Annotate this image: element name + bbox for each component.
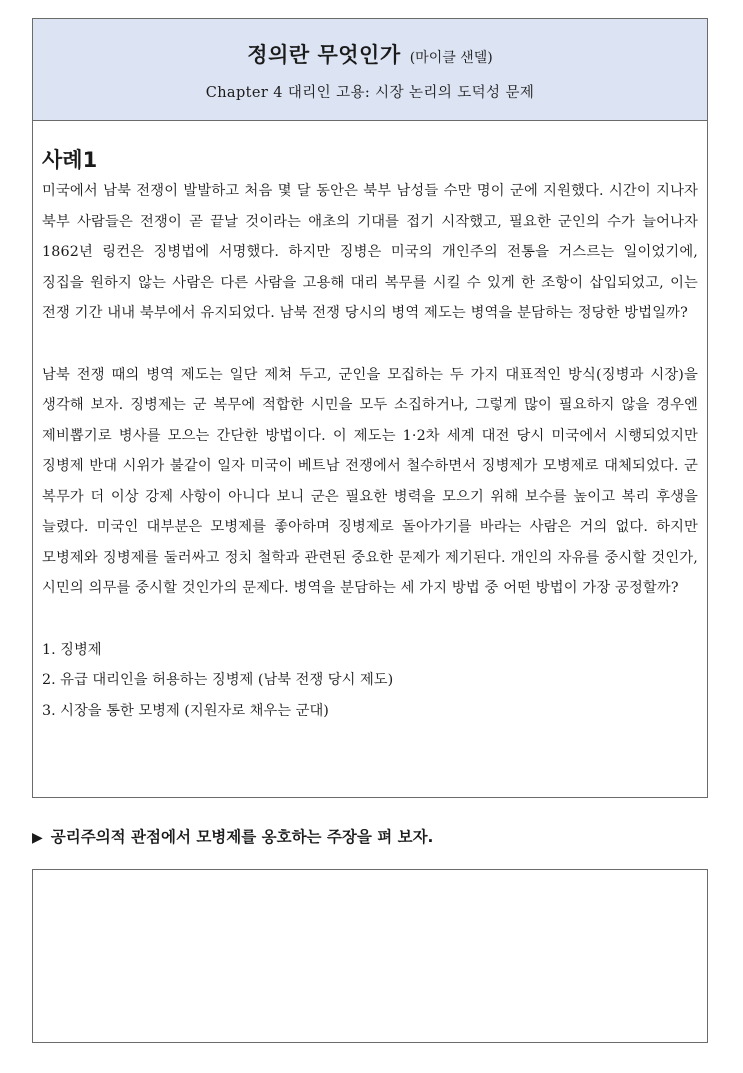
question-prompt bbox=[32, 824, 712, 851]
case-paragraph-2: 남북 전쟁 때의 병역 제도는 일단 제쳐 두고, 군인을 모집하는 두 가지 대표적인 방식(징병과 시장)을 생각해 보자. 징병제는 군 복무에 적합한 시민을 모두 소집하거나, 그렇게 많이 필요하지 않을 경우엔 제비뽑기로 병사를 모으는 간단한 방법이다. 이 제도는 1·2차 세계 대전 당시 미국에서 시행되었지만 징병제 반대 시위가 불같이 일자 미국이 베트남 전쟁에서 철수하면서 징병제가 모병제로 대체되었다. 군 복무가 더 이상 강제 사항이 아니다 보니 군은 필요한 병력을 모으기 위해 보수를 높이고 복리 후생을 늘렸다. 미국인 대부분은 모병제를 좋아하며 징병제로 돌아가기를 바라는 사람은 거의 없다. 하지만 모병제와 징병제를 둘러싸고 정치 철학과 관련된 중요한 문제가 제기된다. 개인의 자유를 중시할 것인가, 시민의 의무를 중시할 것인가의 문제다. 병역을 분담하는 세 가지 방법 중 어떤 방법이 가장 공정할까? bbox=[42, 366, 698, 596]
option-item: 3. 시장을 통한 모병제 (지원자로 채우는 군대) bbox=[42, 702, 329, 719]
option-item: 2. 유급 대리인을 허용하는 징병제 (남북 전쟁 당시 제도) bbox=[42, 672, 394, 688]
option-item: 1. 징병제 bbox=[42, 641, 102, 658]
triangle-bullet-icon: ▶ bbox=[32, 830, 43, 846]
author-label: (마이클 샌델) bbox=[409, 50, 493, 66]
case-paragraph-1: 미국에서 남북 전쟁이 발발하고 처음 몇 달 동안은 북부 남성들 수만 명이 군에 지원했다. 시간이 지나자 북부 사람들은 전쟁이 곧 끝날 것이라는 애초의 기대를 접기 시작했고, 필요한 군인의 수가 늘어나자 1862년 링컨은 징병법에 서명했다. 하지만 징병은 미국의 개인주의 전통을 거스르는 일이었기에, 징집을 원하지 않는 사람은 다른 사람을 고용해 대리 복무를 시킬 수 있게 한 조항이 삽입되었고, 이는 전쟁 기간 내내 북부에서 유지되었다. 남북 전쟁 당시의 병역 제도는 병역을 분담하는 정당한 방법일까? bbox=[42, 183, 698, 321]
answer-box[interactable] bbox=[32, 869, 708, 1043]
case-title: 사례1 bbox=[42, 148, 98, 172]
document-title: 정의란 무엇인가 bbox=[247, 43, 401, 67]
option-list bbox=[42, 635, 698, 727]
case-content-box bbox=[32, 120, 708, 798]
title-line bbox=[33, 39, 707, 73]
header-box bbox=[32, 18, 708, 121]
question-text: 공리주의적 관점에서 모병제를 옹호하는 주장을 펴 보자. bbox=[50, 828, 434, 846]
chapter-subtitle: Chapter 4 대리인 고용: 시장 논리의 도덕성 문제 bbox=[205, 85, 535, 101]
